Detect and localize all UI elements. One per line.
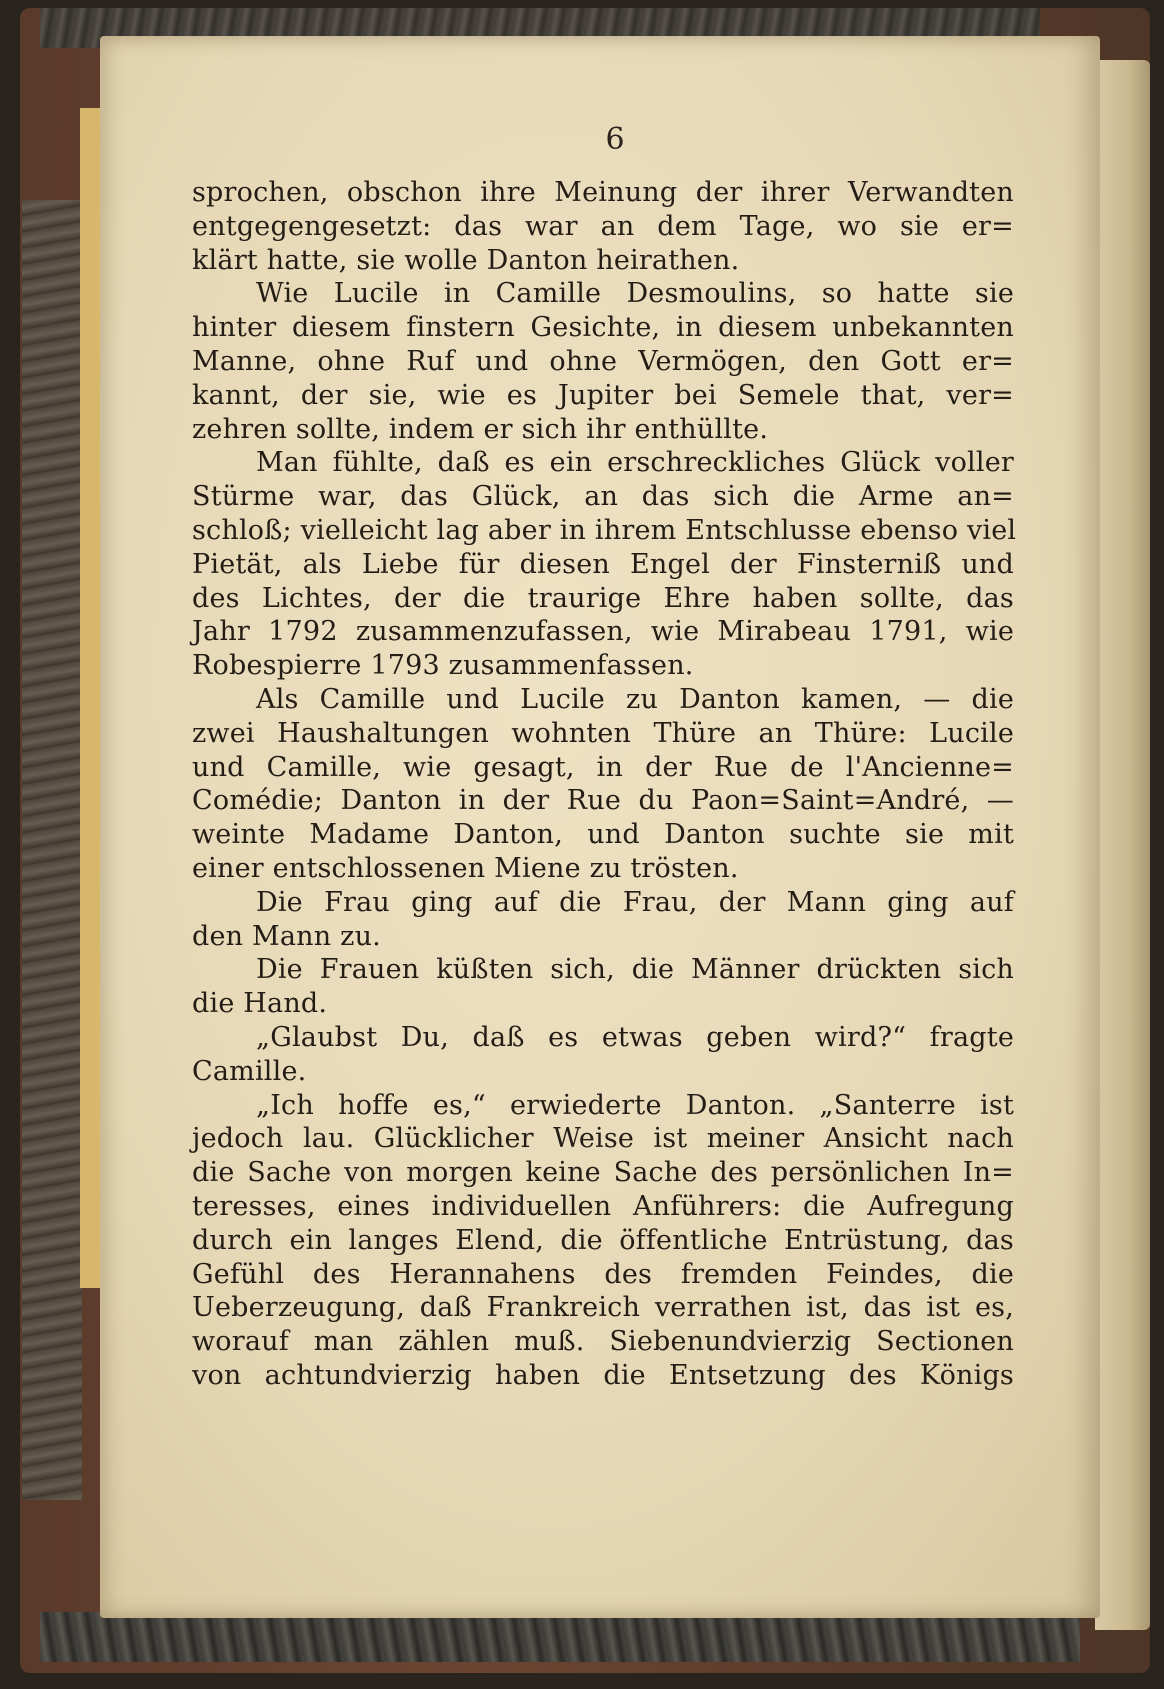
text-line: zehren sollte, indem er sich ihr enthüllte. — [192, 413, 769, 445]
text-line: einer entschlossenen Miene zu trösten. — [192, 852, 739, 884]
page-number: 6 — [605, 122, 625, 157]
text-line: weinte Madame Danton, und Danton suchte sie mit — [192, 819, 1014, 851]
text-line: Robespierre 1793 zusammenfassen. — [192, 650, 694, 682]
text-line: Als Camille und Lucile zu Danton kamen, — die — [256, 683, 1014, 715]
text-line: entgegengesetzt: das war an dem Tage, wo sie er= — [192, 210, 1014, 242]
text-line: kannt, der sie, wie es Jupiter bei Semele that, ver= — [192, 379, 1014, 411]
text-line: Man fühlte, daß es ein erschreckliches Glück voller — [256, 447, 1014, 479]
text-line: zwei Haushaltungen wohnten Thüre an Thüre: Lucile — [192, 717, 1014, 749]
page-stack-edge — [1095, 60, 1150, 1630]
text-line: worauf man zählen muß. Siebenundvierzig Sectionen — [192, 1326, 1014, 1358]
text-line: teresses, eines individuellen Anführers: die Aufregung — [192, 1190, 1014, 1222]
text-line: Pietät, als Liebe für diesen Engel der Finsterniß und — [192, 548, 1014, 580]
text-line: hinter diesem finstern Gesichte, in diesem unbekannten — [192, 312, 1014, 344]
text-line: die Sache von morgen keine Sache des persönlichen In= — [192, 1157, 1014, 1189]
text-line: Comédie; Danton in der Rue du Paon=Saint=André, — — [192, 785, 1014, 817]
marbled-cover-bottom — [40, 1612, 1080, 1662]
text-line: Die Frauen küßten sich, die Männer drückten sich — [256, 954, 1014, 986]
text-line: Ueberzeugung, daß Frankreich verrathen ist, das ist es, — [192, 1292, 1014, 1324]
text-line: schloß; vielleicht lag aber in ihrem Entschlusse ebenso viel — [192, 514, 1017, 546]
text-line: Camille. — [192, 1055, 307, 1087]
text-line: Jahr 1792 zusammenzufassen, wie Mirabeau 1791, wie — [192, 616, 1014, 648]
text-line: und Camille, wie gesagt, in der Rue de l'Ancienne= — [192, 751, 1014, 783]
marbled-cover-left — [22, 200, 82, 1500]
text-line: „Glaubst Du, daß es etwas geben wird?“ fragte — [256, 1021, 1014, 1053]
text-line: die Hand. — [192, 988, 328, 1020]
text-line: von achtundvierzig haben die Entsetzung des Königs — [192, 1359, 1014, 1391]
text-line: Stürme war, das Glück, an das sich die Arme an= — [192, 481, 1014, 513]
text-line: Manne, ohne Ruf und ohne Vermögen, den Gott er= — [192, 345, 1014, 377]
text-line: des Lichtes, der die traurige Ehre haben sollte, das — [192, 582, 1014, 614]
text-line: durch ein langes Elend, die öffentliche Entrüstung, das — [192, 1224, 1014, 1256]
text-line: jedoch lau. Glücklicher Weise ist meiner Ansicht nach — [192, 1123, 1014, 1155]
page-text — [192, 176, 1017, 1393]
text-line: „Ich hoffe es,“ erwiederte Danton. „Santerre ist — [256, 1089, 1014, 1121]
text-line: Die Frau ging auf die Frau, der Mann ging auf — [256, 886, 1014, 918]
text-line: klärt hatte, sie wolle Danton heirathen. — [192, 244, 740, 276]
text-line: Gefühl des Herannahens des fremden Feindes, die — [192, 1258, 1014, 1290]
text-line: sprochen, obschon ihre Meinung der ihrer Verwandten — [192, 177, 1014, 208]
text-line: Wie Lucile in Camille Desmoulins, so hatte sie — [256, 278, 1014, 310]
text-line: den Mann zu. — [192, 920, 381, 952]
